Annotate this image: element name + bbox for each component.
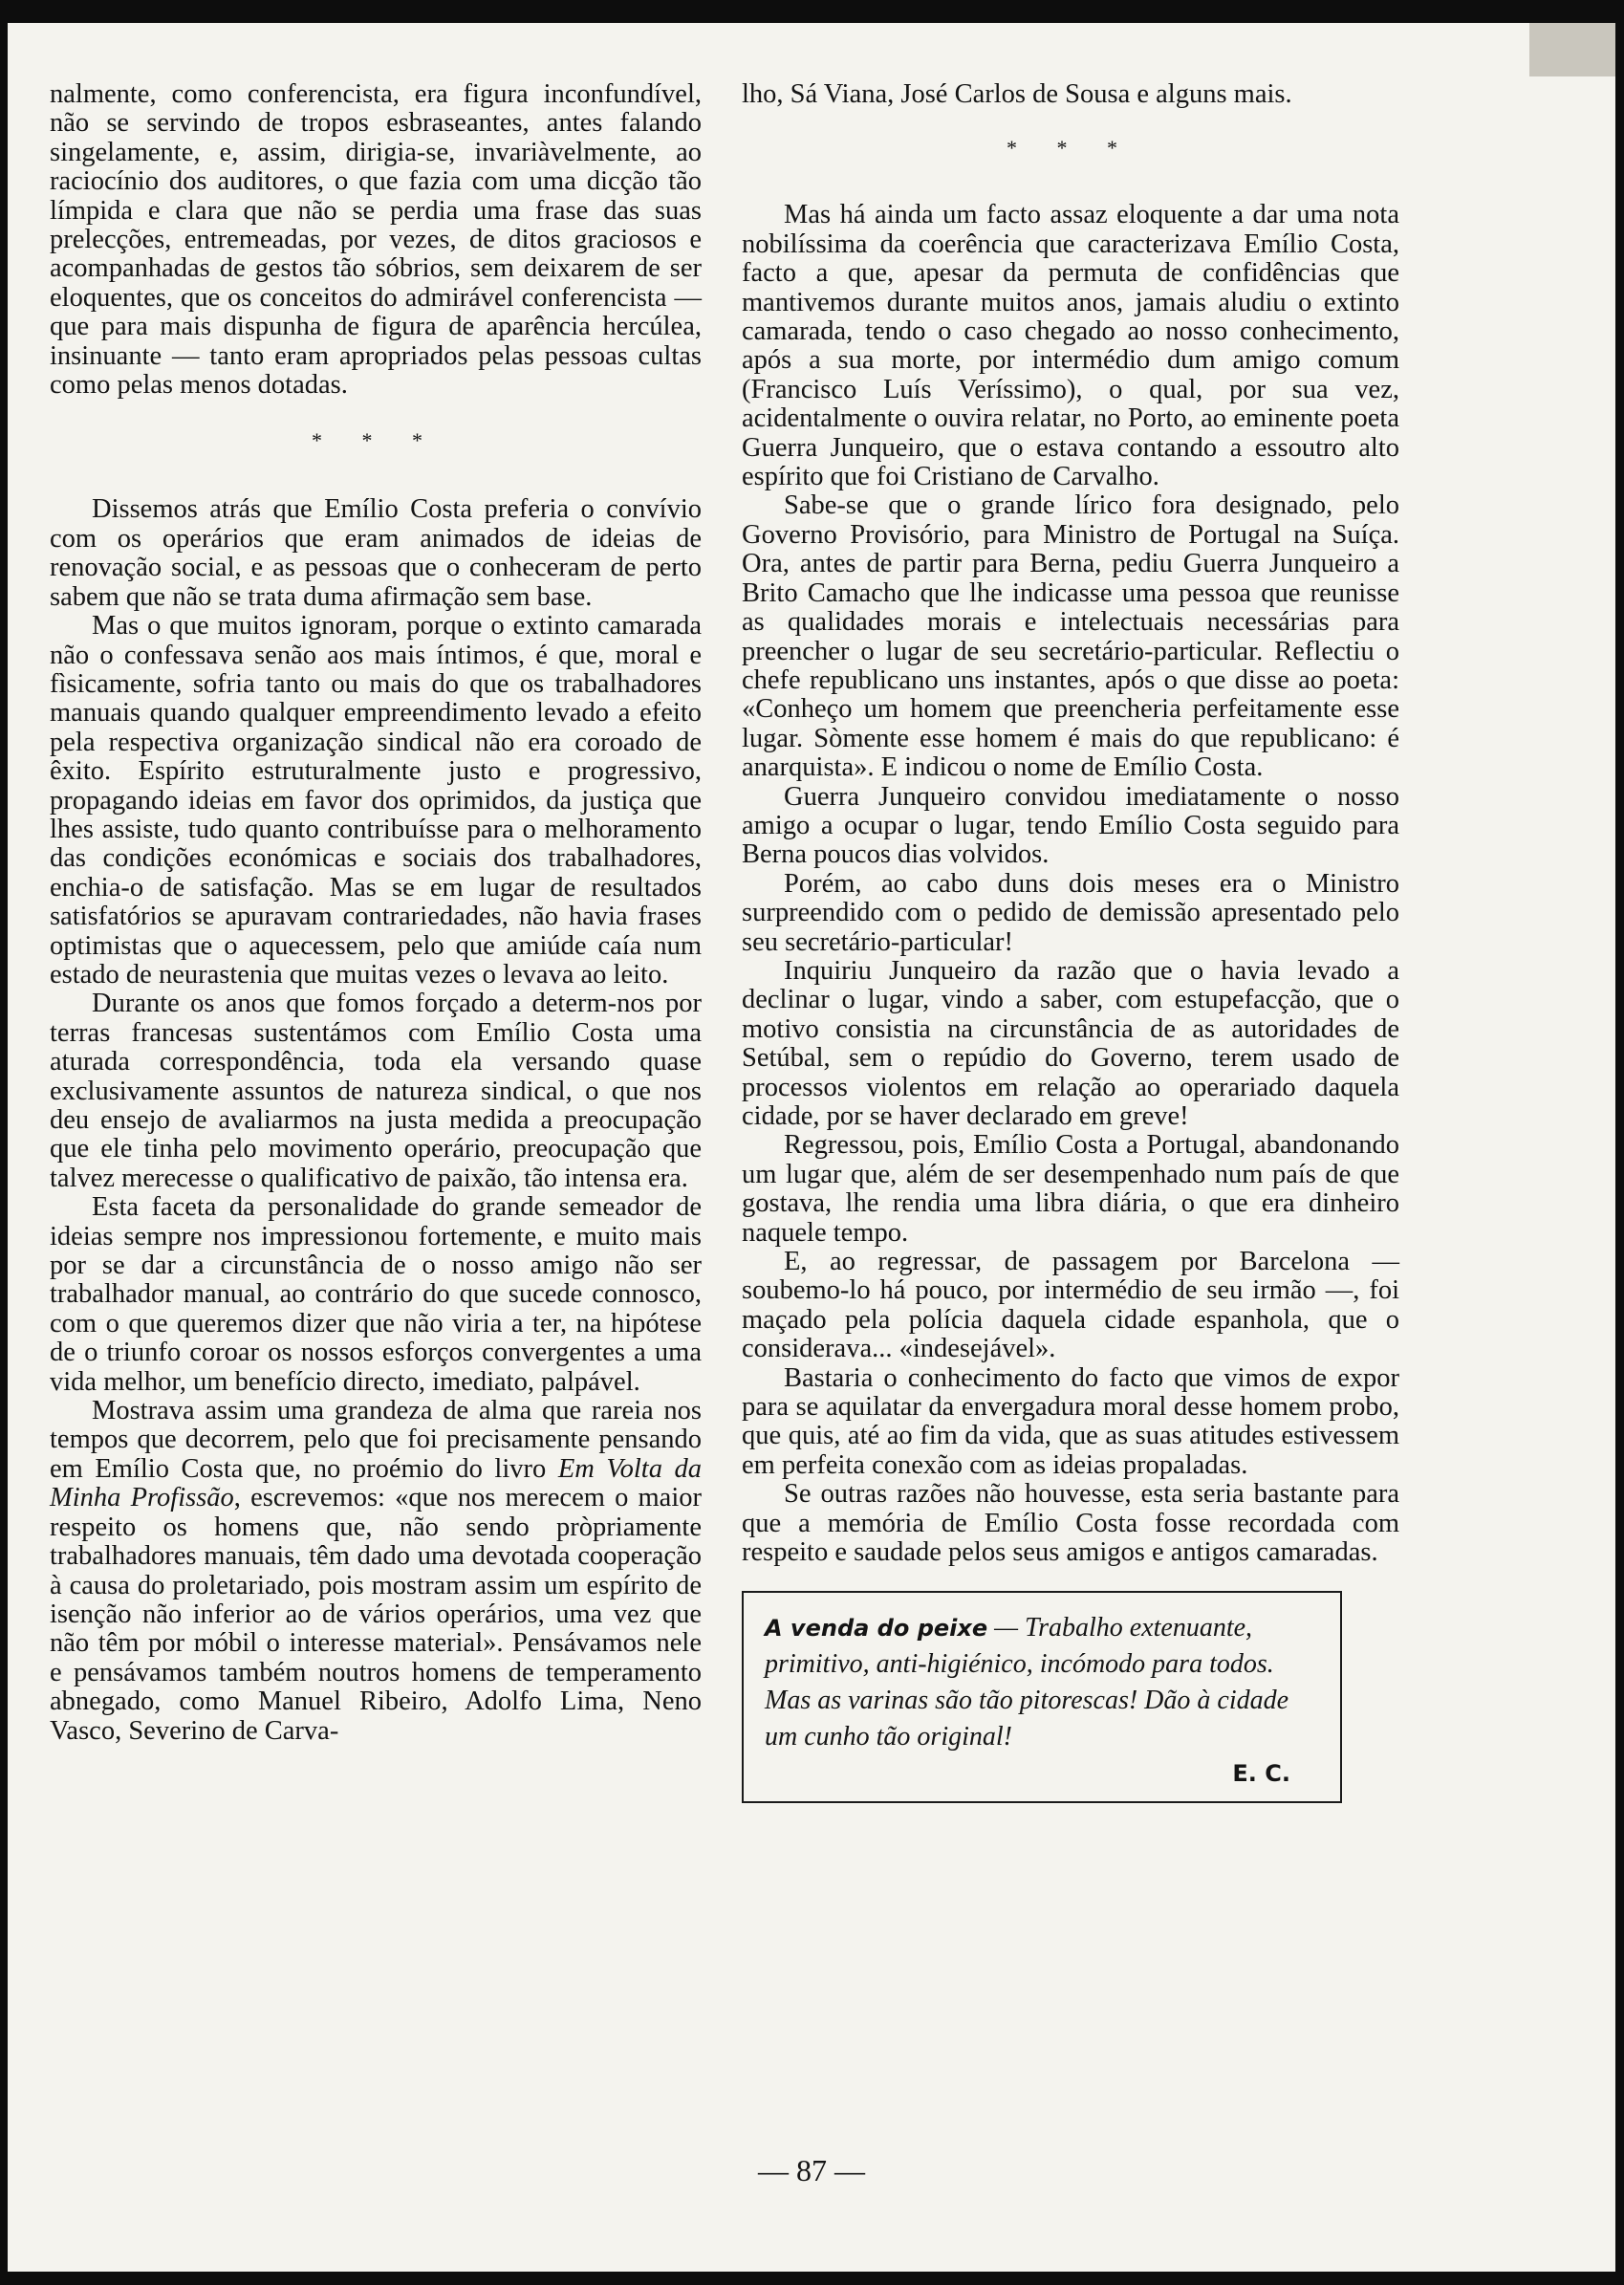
paragraph-text: , escrevemos: «que nos merecem o maior respeito os homens que, não sendo pròpriamente trabalhadores manuais, têm dado uma devotada cooperação à causa do proletariado, pois mostram assim um espírito de isenção não inferior ao de vários operários, uma vez que não têm por móbil o interesse material». Pensávamos nele e pensávamos também noutros homens de temperamento abnegado, como Manuel Ribeiro, Adolfo Lima, Neno Vasco, Severino de Carva-	[50, 1483, 702, 1746]
paragraph: Esta faceta da personalidade do grande semeador de ideias sempre nos impressionou fortemente, e muito mais por se dar a circunstância de o nosso amigo não ser trabalhador manual, ao contrário do que sucede connosco, com o que queremos dizer que não viria a ter, na hipótese de o triunfo coroar os nossos esforços convergentes a uma vida melhor, um benefício directo, imediato, palpável.	[50, 1192, 702, 1397]
paragraph: Se outras razões não houvesse, esta seria bastante para que a memória de Emílio Costa fosse recordada com respeito e saudade pelos seus amigos e antigos camaradas.	[742, 1479, 1399, 1568]
caption-signature: E. C.	[1232, 1759, 1290, 1787]
paragraph: nalmente, como conferencista, era figura inconfundível, não se servindo de tropos esbraseantes, antes falando singelamente, e, assim, dirigia-se, invariàvelmente, ao raciocínio dos auditores, o que fazia com uma dicção tão límpida e clara que não se perdia uma frase das suas prelecções, entremeadas, por vezes, de ditos graciosos e acompanhadas de gestos tão sóbrios, sem deixarem de ser eloquentes, que os conceitos do admirável conferencista — que para mais dispunha de figura de aparência hercúlea, insinuante — tanto eram apropriados pelas pessoas cultas como pelas menos dotadas.	[50, 79, 702, 401]
paragraph: Durante os anos que fomos forçado a determ-nos por terras francesas sustentámos com Emílio Costa uma aturada correspondência, toda ela versando quase exclusivamente assuntos de natureza sindical, o que nos deu ensejo de avaliarmos na justa medida a preocupação que ele tinha pelo movimento operário, preocupação que talvez merecesse o qualificativo de paixão, tão intensa era.	[50, 989, 702, 1193]
paragraph: Dissemos atrás que Emílio Costa preferia o convívio com os operários que eram animados de ideias de renovação social, e as pessoas que o conheceram de perto sabem que não se trata duma afirmação sem base.	[50, 494, 702, 612]
caption-lead: A venda do peixe	[765, 1614, 988, 1642]
paragraph: Guerra Junqueiro convidou imediatamente o nosso amigo a ocupar o lugar, tendo Emílio Costa seguido para Berna poucos dias volvidos.	[742, 781, 1399, 870]
page-number: — 87 —	[758, 2153, 865, 2187]
paragraph: Mas há ainda um facto assaz eloquente a dar uma nota nobilíssima da coerência que caracterizava Emílio Costa, facto a que, apesar da permuta de confidências que mantivemos durante muitos anos, jamais aludiu o extinto camarada, tendo o caso chegado ao nosso conhecimento, após a sua morte, por intermédio dum amigo comum (Francisco Luís Veríssimo), o qual, por sua vez, acidentalmente o ouvira relatar, no Porto, ao eminente poeta Guerra Junqueiro, que o estava contando a essoutro alto espírito que foi Cristiano de Carvalho.	[742, 200, 1399, 492]
left-text-column	[50, 80, 702, 1746]
paragraph: Bastaria o conhecimento do facto que vimos de expor para se aquilatar da envergadura moral desse homem probo, que quis, até ao fim da vida, que as suas atitudes estivessem em perfeita conexão com as ideias propaladas.	[742, 1362, 1399, 1480]
section-separator: * * *	[1007, 136, 1135, 161]
page-corner-tab	[1529, 23, 1615, 76]
photo-caption-box	[742, 1591, 1342, 1803]
paragraph: lho, Sá Viana, José Carlos de Sousa e alguns mais.	[742, 79, 1292, 109]
right-text-column	[742, 80, 1399, 1803]
paragraph: Regressou, pois, Emílio Costa a Portugal, abandonando um lugar que, além de ser desempenhado num país de que gostava, lhe rendia uma libra diária, o que era dinheiro naquele tempo.	[742, 1130, 1399, 1248]
paragraph: E, ao regressar, de passagem por Barcelona — soubemo-lo há pouco, por intermédio de seu irmão —, foi maçado pela polícia daquela cidade espanhola, que o considerava... «indesejável».	[742, 1247, 1399, 1364]
caption-dash: —	[987, 1612, 1026, 1643]
magazine-page	[8, 23, 1615, 2272]
paragraph: Sabe-se que o grande lírico fora designado, pelo Governo Provisório, para Ministro de Portugal na Suíça. Ora, antes de partir para Berna, pediu Guerra Junqueiro a Brito Camacho que lhe indicasse uma pessoa que reunisse as qualidades morais e intelectuais necessárias para preencher o lugar de seu secretário-particular. Reflectiu o chefe republicano uns instantes, após o que disse ao poeta: «Conheço um homem que preencheria perfeitamente esse lugar. Sòmente esse homem é mais do que republicano: é anarquista». E indicou o nome de Emílio Costa.	[742, 490, 1399, 783]
paragraph: Inquiriu Junqueiro da razão que o havia levado a declinar o lugar, vindo a saber, com estupefacção, que o motivo consistia na circunstância de as autoridades de Setúbal, sem o repúdio do Governo, terem usado de processos violentos em relação ao operariado daquela cidade, por se haver declarado em greve!	[742, 955, 1399, 1131]
book-title: Em Volta da Minha Profissão	[50, 1453, 702, 1513]
paragraph: Porém, ao cabo duns dois meses era o Ministro surpreendido com o pedido de demissão apresentado pelo seu secretário-particular!	[742, 868, 1399, 957]
caption-body: Trabalho extenuante, primitivo, anti-higiénico, incómodo para todos. Mas as varinas são tão pitorescas! Dão à cidade um cunho tão original!	[765, 1612, 1289, 1752]
section-separator: * * *	[312, 428, 440, 453]
paragraph: Mas o que muitos ignoram, porque o extinto camarada não o confessava senão aos mais íntimos, é que, moral e fìsicamente, sofria tanto ou mais do que os trabalhadores manuais quando qualquer empreendimento levado a efeito pela respectiva organização sindical não era coroado de êxito. Espírito estruturalmente justo e progressivo, propagando ideias em favor dos oprimidos, da justiça que lhes assiste, tudo quanto contribuísse para o melhoramento das condições económicas e sociais dos trabalhadores, enchia-o de satisfação. Mas se em lugar de resultados satisfatórios se apuravam contrariedades, não havia frases optimistas que o aquecessem, pelo que amiúde caía num estado de neurastenia que muitas vezes o levava ao leito.	[50, 611, 702, 990]
paragraph-text: Mostrava assim uma grandeza de alma que rareia nos tempos que decorrem, pelo que foi precisamente pensando em Emílio Costa que, no proémio do livro	[50, 1396, 702, 1484]
paragraph	[50, 1397, 702, 1746]
caption-text	[765, 1610, 1319, 1755]
